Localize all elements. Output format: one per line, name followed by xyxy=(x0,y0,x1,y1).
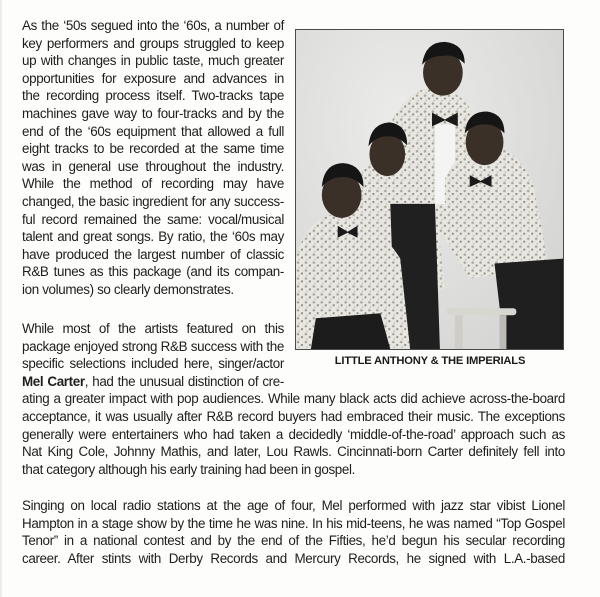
text-line: While the method of recording may have xyxy=(22,176,284,192)
scan-edge-shadow xyxy=(0,0,3,597)
group-photo xyxy=(295,29,564,350)
text-line: Singing on local radio stations at the age of four, Mel performed with jazz star vibist Lionel xyxy=(22,498,565,513)
text-line: key performers and groups struggled to keep xyxy=(22,35,284,51)
paragraph-2-wrapped xyxy=(22,320,284,390)
paragraph-1 xyxy=(22,17,284,299)
text-line: up with changes in public taste, much greater xyxy=(22,53,284,69)
text-line: R&B tunes as this package (and its compan- xyxy=(22,264,284,280)
text-line: machines gave way to four-tracks and by the xyxy=(22,105,284,121)
text-line: changed, the basic ingredient for any success- xyxy=(22,193,284,209)
text-line: the recording process itself. Two-tracks tape xyxy=(22,88,284,104)
text-line: have produced the largest number of classic xyxy=(22,246,284,262)
text-line: was in general use throughout the industry. xyxy=(22,158,284,174)
text-line: While most of the artists featured on this xyxy=(22,321,284,336)
paragraph-3 xyxy=(22,497,565,567)
text-line: package enjoyed strong R&B success with the xyxy=(22,338,284,354)
text-fragment: , had the unusual distinction of cre- xyxy=(84,373,284,389)
text-line: career. After stints with Derby Records and Mercury Records, he signed with L.A.-based xyxy=(22,550,565,566)
artist-name-mel-carter: Mel Carter xyxy=(22,373,85,389)
text-line: ion volumes) so clearly demonstrates. xyxy=(22,281,234,297)
text-line: As the ‘50s segued into the ‘60s, a number of xyxy=(22,18,284,33)
text-line: end of the ‘60s equipment that allowed a full xyxy=(22,123,284,139)
text-line: specific selections included here, singer/actor xyxy=(22,356,284,372)
text-line: ating a greater impact with pop audiences. While many black acts did achieve across-the-board xyxy=(22,391,565,407)
text-line: talent and great songs. By ratio, the ‘60s may xyxy=(22,229,284,245)
text-line: Nat King Cole, Johnny Mathis, and later, Lou Rawls. Cincinnati-born Carter definitely fell into xyxy=(22,444,565,460)
text-line: opportunities for exposure and advances in xyxy=(22,70,284,86)
text-line: generally were entertainers who had taken a decidedly ‘middle-of-the-road’ approach such as xyxy=(22,426,565,442)
text-line: that category although his early training had been in gospel. xyxy=(22,461,355,477)
group-photo-illustration xyxy=(296,30,563,349)
text-line: eight tracks to be recorded at the same time xyxy=(22,141,284,157)
paragraph-2-full xyxy=(22,390,565,478)
text-line: Hampton in a stage show by the time he was nine. In his mid-teens, he was named “Top Gospel xyxy=(22,515,565,531)
text-line: acceptance, it was usually after R&B record buyers had embraced their music. The exceptions xyxy=(22,408,565,424)
text-line: ful record remained the same: vocal/musical xyxy=(22,211,284,227)
photo-caption: LITTLE ANTHONY & THE IMPERIALS xyxy=(334,355,526,367)
text-line-with-name xyxy=(22,373,284,391)
text-line: Tenor” in a national contest and by the end of the Fifties, he’d begun his secular recording xyxy=(22,533,565,549)
